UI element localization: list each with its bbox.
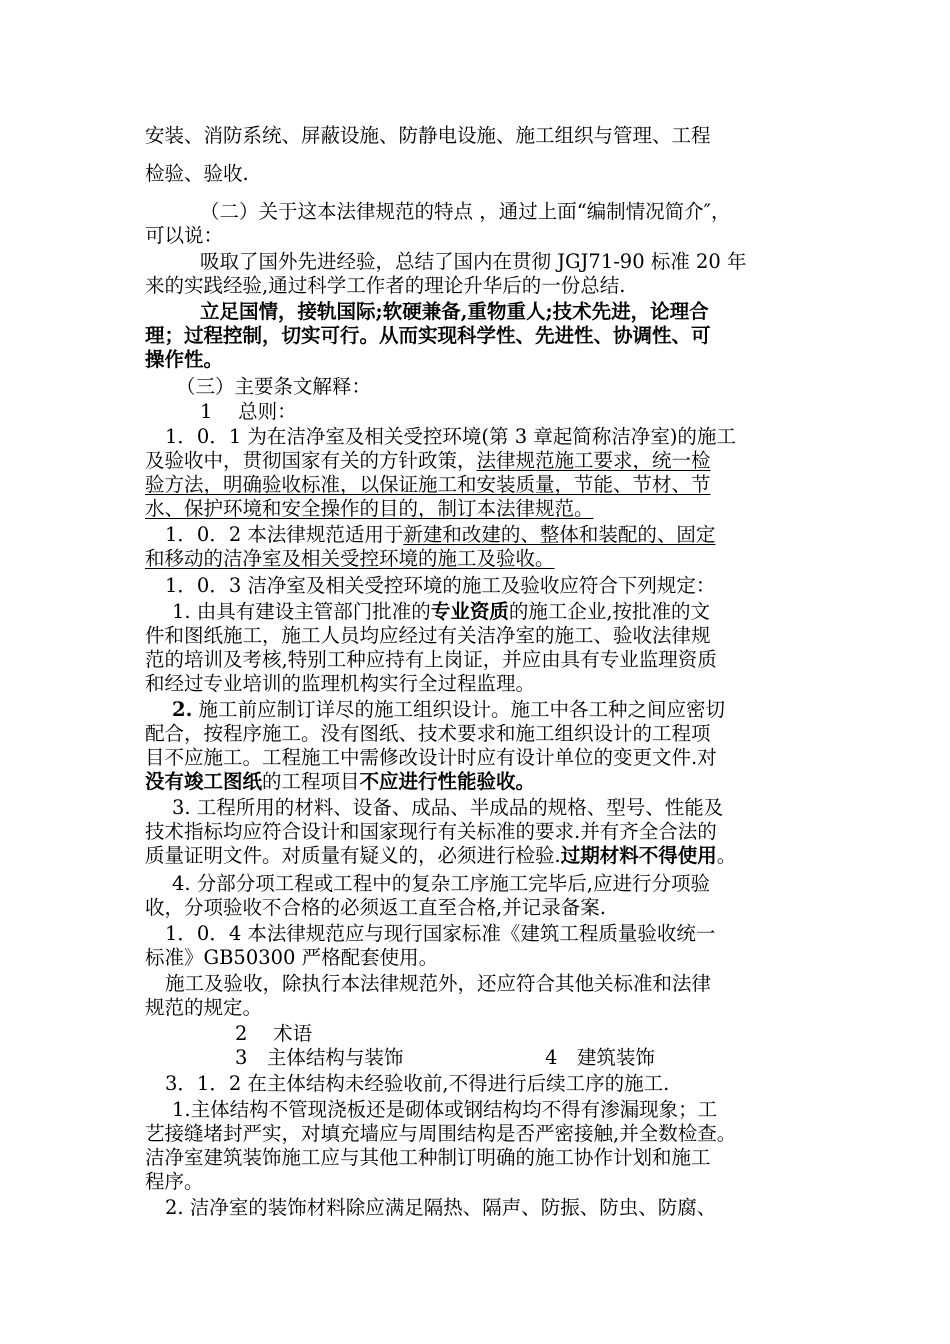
clause-text: 1．0．1 为在洁净室及相关受控环境(第 3 章起简称洁净室)的施工 (165, 425, 736, 448)
chapter-heading-1: 1 总则： (200, 400, 297, 423)
paragraph-line: 安装、消防系统、屏蔽设施、防静电设施、施工组织与管理、工程 (145, 124, 711, 147)
bold-summary-line: 理；过程控制，切实可行。从而实现科学性、先进性、协调性、可 (145, 324, 711, 347)
underlined-line: 水、保护环境和安全操作的目的，制订本法律规范。 (145, 497, 594, 520)
paragraph-line: 可以说： (145, 224, 224, 247)
bold-text: 没有竣工图纸 (145, 770, 263, 793)
section-heading-3: （三）主要条文解释： (176, 375, 372, 398)
bold-text: 过期材料不得使用 (560, 844, 717, 867)
chapter-4-title: 4 建筑装饰 (545, 1046, 655, 1069)
item-text: 的工程项目 (262, 770, 360, 793)
clause-line (145, 449, 711, 473)
paragraph-line: 标准》GB50300 严格配套使用。 (145, 946, 439, 969)
clause-1-0-2 (165, 523, 715, 547)
clause-text: 1．0．2 本法律规范适用于 (165, 523, 404, 546)
item-text: 。 (716, 844, 737, 867)
bold-summary-line: 操作性。 (145, 348, 224, 371)
paragraph-line: 和经过专业培训的监理机构实行全过程监理。 (145, 672, 536, 695)
paragraph-line: 洁净室建筑装饰施工应与其他工种制订明确的施工协作计划和施工 (145, 1146, 711, 1169)
item-3: 3. 工程所用的材料、设备、成品、半成品的规格、型号、性能及 (172, 796, 724, 819)
bold-text: 专业资质 (430, 600, 509, 623)
paragraph-line: 件和图纸施工，施工人员均应经过有关洁净室的施工、验收法律规 (145, 624, 711, 647)
paragraph-line: 来的实践经验,通过科学工作者的理论升华后的一份总结. (145, 274, 626, 297)
item-text: 1. 由具有建设主管部门批准的 (172, 600, 431, 623)
underlined-line: 验方法，明确验收标准，以保证施工和安装质量，节能、节材、节 (145, 473, 711, 496)
bold-text: 不应进行性能验收。 (359, 770, 536, 793)
paragraph-line: 目不应施工。工程施工中需修改设计时应有设计单位的变更文件.对 (145, 746, 717, 769)
item-text: 施工前应制订详尽的施工组织设计。施工中各工种之间应密切 (192, 698, 726, 721)
paragraph-line: 规范的规定。 (145, 996, 263, 1019)
item-text: 质量证明文件。对质量有疑义的，必须进行检验. (145, 844, 561, 867)
item-text: 的施工企业,按批准的文 (508, 600, 711, 623)
bold-summary-line: 立足国情，接轨国际;软硬兼备,重物重人;技术先进，论理合 (200, 300, 709, 323)
item-1: 1.主体结构不管现浇板还是砌体或钢结构均不得有渗漏现象；工 (172, 1098, 718, 1121)
paragraph-line (145, 770, 535, 794)
clause-1-0-3: 1．0．3 洁净室及相关受控环境的施工及验收应符合下列规定： (165, 574, 716, 597)
paragraph-line: 检验、验收. (145, 162, 249, 185)
paragraph-line: 程序。 (145, 1170, 204, 1193)
chapter-3-title: 3 主体结构与装饰 (235, 1046, 404, 1069)
paragraph-line: 收，分项验收不合格的必须返工直至合格,并记录备案. (145, 896, 606, 919)
underlined-line: 和移动的洁净室及相关受控环境的施工及验收。 (145, 547, 555, 570)
underlined-text: 法律规范施工要求，统一检 (476, 449, 711, 472)
underlined-text: 新建和改建的、整体和装配的、固定 (403, 523, 716, 546)
clause-text: 及验收中，贯彻国家有关的方针政策， (145, 449, 477, 472)
chapter-heading-3-4 (235, 1046, 655, 1070)
item-2 (172, 698, 725, 722)
paragraph-line: 艺接缝堵封严实，对填充墙应与周围结构是否严密接触,并全数检查。 (145, 1122, 737, 1145)
clause-1-0-4: 1．0．4 本法律规范应与现行国家标准《建筑工程质量验收统一 (165, 922, 716, 945)
paragraph-line: 施工及验收，除执行本法律规范外，还应符合其他关标准和法律 (165, 972, 712, 995)
paragraph-line: 吸取了国外先进经验，总结了国内在贯彻 JGJ71-90 标准 20 年 (200, 250, 747, 273)
section-heading-2: （二）关于这本法律规范的特点 ，通过上面“编制情况简介″， (200, 200, 731, 223)
paragraph-line (145, 844, 736, 868)
chapter-heading-2: 2 术语 (235, 1022, 313, 1045)
item-1 (172, 600, 710, 624)
clause-3-1-2: 3．1．2 在主体结构未经验收前,不得进行后续工序的施工. (165, 1072, 670, 1095)
item-2: 2. 洁净室的装饰材料除应满足隔热、隔声、防振、防虫、防腐、 (165, 1196, 717, 1219)
paragraph-line: 技术指标均应符合设计和国家现行有关标准的要求.并有齐全合法的 (145, 820, 717, 843)
bold-text: 2. (172, 698, 193, 721)
paragraph-line: 配合，按程序施工。没有图纸、技术要求和施工组织设计的工程项 (145, 722, 711, 745)
clause-1-0-1 (165, 425, 736, 449)
item-4: 4. 分部分项工程或工程中的复杂工序施工完毕后,应进行分项验 (172, 872, 711, 895)
paragraph-line: 范的培训及考核,特别工种应持有上岗证，并应由具有专业监理资质 (145, 648, 717, 671)
